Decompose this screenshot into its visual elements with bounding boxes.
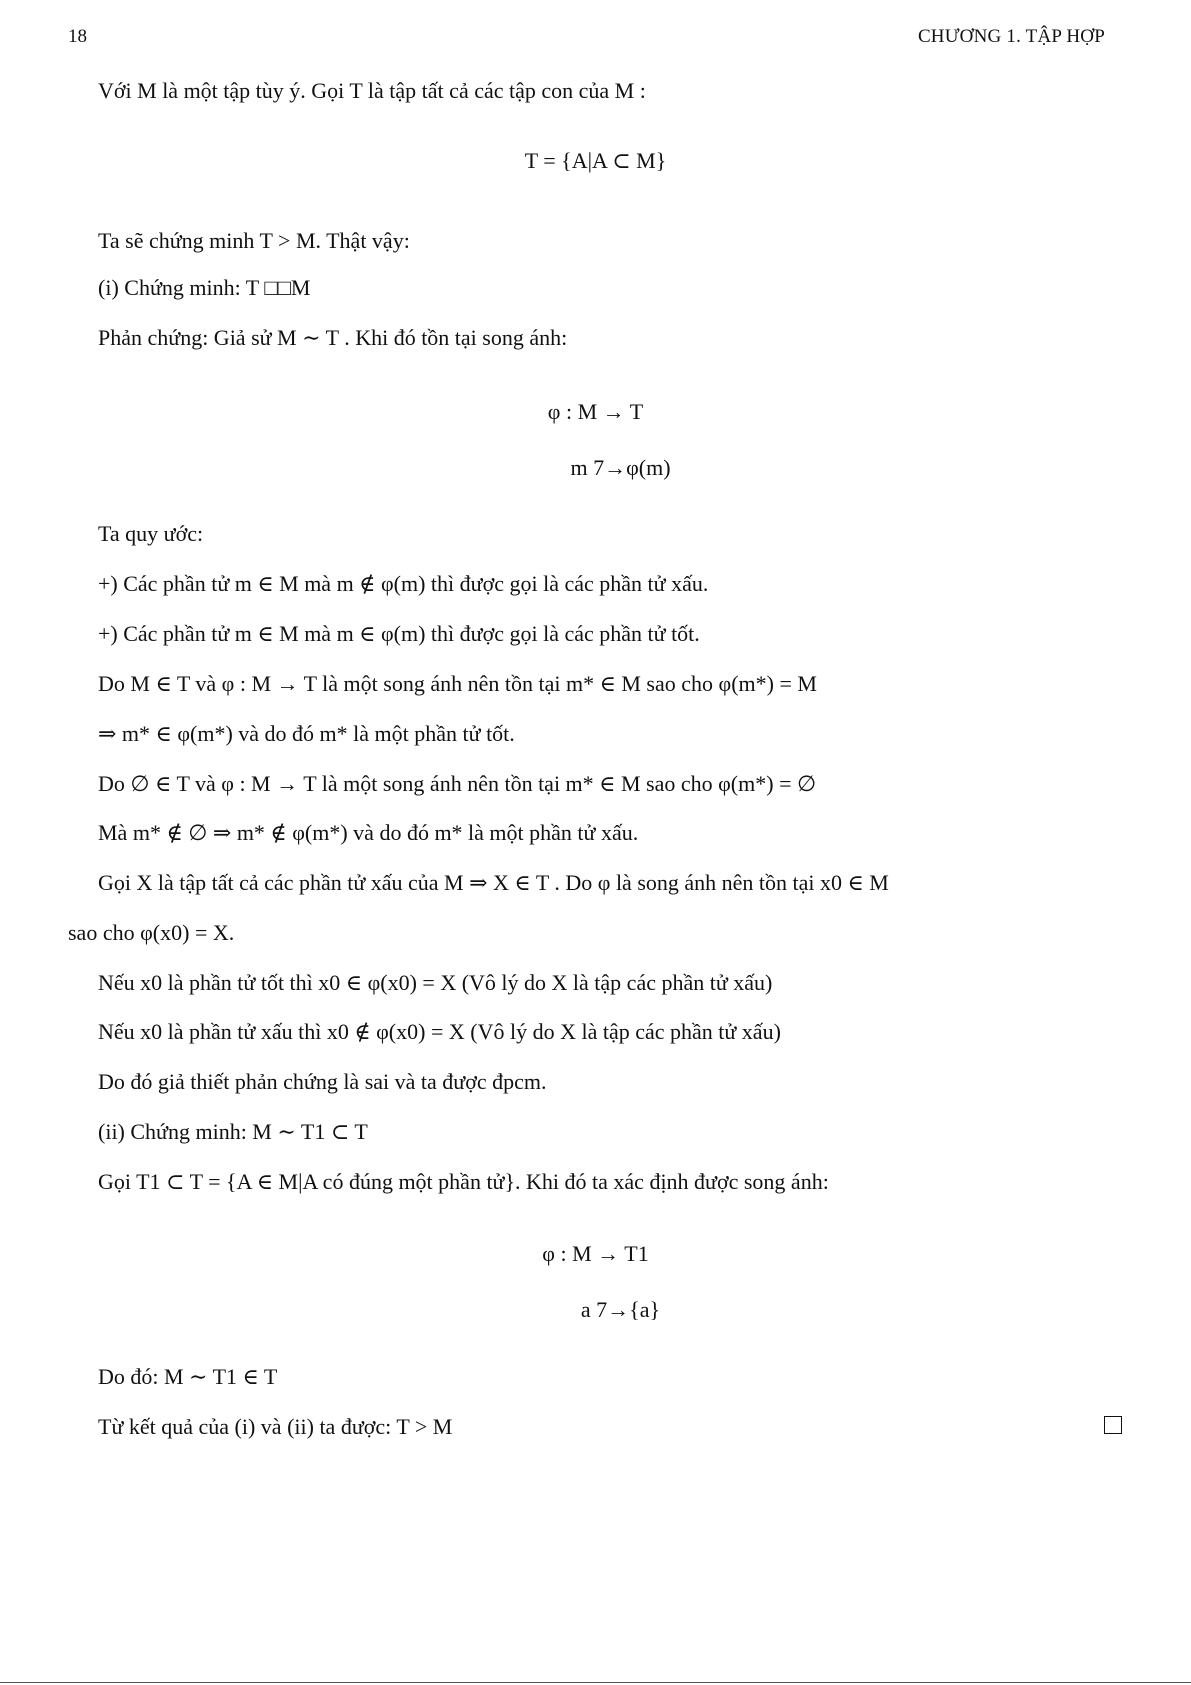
text-line-final: Từ kết quả của (i) và (ii) ta được: T > M [98, 1414, 453, 1439]
text-line-m-sub: Do ∅ ∈ T và φ : M → T là một song ánh nên tồn tại m* ∈ M sao cho φ(m*) = ∅ [98, 771, 817, 796]
text-line-set-X: Gọi X là tập tất cả các phần tử xấu của M ⇒ X ∈ T . Do φ là song ánh nên tồn tại x0 ∈ M [98, 870, 889, 895]
text-line-contradiction: Phản chứng: Giả sử M ∼ T . Khi đó tồn tại song ánh: [98, 325, 568, 350]
text-line-good-elements: +) Các phần tử m ∈ M mà m ∈ φ(m) thì được gọi là các phần tử tốt. [98, 621, 700, 646]
text-line-x0-good: Nếu x0 là phần tử tốt thì x0 ∈ φ(x0) = X (Vô lý do X là tập các phần tử xấu) [98, 970, 773, 995]
text-line-conclusion-i: Do đó giả thiết phản chứng là sai và ta được đpcm. [98, 1069, 547, 1094]
text-line-m-star-good: ⇒ m* ∈ φ(m*) và do đó m* là một phần tử tốt. [98, 721, 515, 746]
text-line-part-i: (i) Chứng minh: T □□M [98, 275, 311, 300]
text-line-1: Với M là một tập tùy ý. Gọi T là tập tất cả các tập con của M : [98, 78, 646, 103]
text-line-part-ii: (ii) Chứng minh: M ∼ T1 ⊂ T [98, 1119, 368, 1144]
page-number: 18 [68, 26, 87, 47]
text-line-claim: Ta sẽ chứng minh T > M. Thật vậy: [98, 228, 410, 253]
text-line-m-star: Do M ∈ T và φ : M → T là một song ánh nên tồn tại m* ∈ M sao cho φ(m*) = M [98, 671, 817, 696]
math-display-a-rule: a 7→{a} [580, 1297, 661, 1322]
text-line-x0-bad: Nếu x0 là phần tử xấu thì x0 ∉ φ(x0) = X (Vô lý do X là tập các phần tử xấu) [98, 1019, 781, 1044]
math-display-phi-T1: φ : M → T1 [542, 1241, 649, 1266]
math-display-phi-rule: m 7→φ(m) [570, 455, 671, 480]
text-line-bad-elements: +) Các phần tử m ∈ M mà m ∉ φ(m) thì được gọi là các phần tử xấu. [98, 571, 709, 596]
text-line-x0: sao cho φ(x0) = X. [68, 920, 235, 945]
qed-box-icon [1104, 1416, 1122, 1434]
text-line-m-sub-bad: Mà m* ∉ ∅ ⇒ m* ∉ φ(m*) và do đó m* là một phần tử xấu. [98, 820, 639, 845]
chapter-title: CHƯƠNG 1. TẬP HỢP [917, 26, 1105, 47]
bottom-rule [0, 1682, 1191, 1683]
text-line-convention: Ta quy ước: [98, 521, 204, 546]
text-line-T1-definition: Gọi T1 ⊂ T = {A ∈ M|A có đúng một phần tử}. Khi đó ta xác định được song ánh: [98, 1169, 829, 1194]
text-line-conclusion-ii: Do đó: M ∼ T1 ∈ T [98, 1364, 278, 1389]
math-display-phi-map: φ : M → T [547, 399, 644, 424]
math-display-T-definition: T = {A|A ⊂ M} [524, 148, 667, 173]
